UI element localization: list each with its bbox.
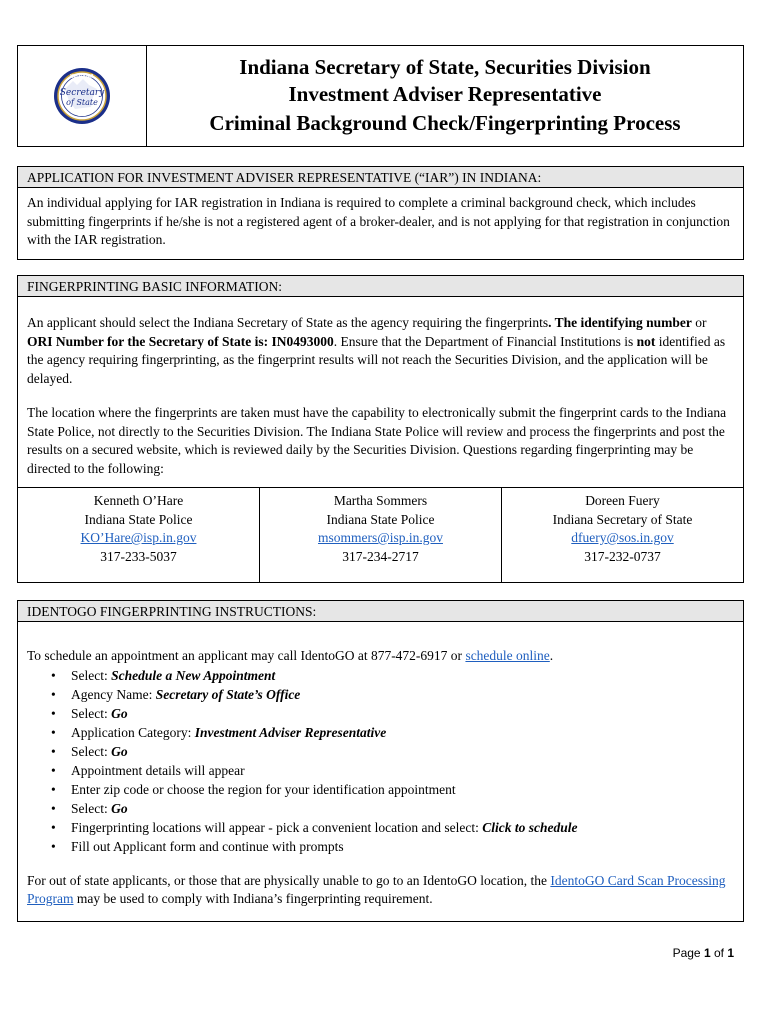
list-item: • Agency Name: Secretary of State’s Office: [71, 685, 734, 704]
text-run: To schedule an appointment an applicant may call IdentoGO at 877-472-6917 or: [27, 648, 466, 663]
contact-org: Indiana State Police: [326, 511, 435, 527]
seal-mid-text-2: of State: [66, 98, 98, 107]
section-heading: APPLICATION FOR INVESTMENT ADVISER REPRESENTATIVE (“IAR”) IN INDIANA:: [18, 167, 743, 188]
contact-org: Indiana State Police: [84, 511, 193, 527]
title-block: [147, 46, 743, 146]
contact-name: Martha Sommers: [333, 493, 428, 508]
list-item: • Appointment details will appear: [71, 761, 734, 780]
list-item: • Select: Schedule a New Appointment: [71, 666, 734, 685]
section-body: [18, 297, 743, 484]
text-run: may be used to comply with Indiana’s fingerprinting requirement.: [73, 891, 433, 906]
card-scan-program-link[interactable]: IdentoGO Card Scan Processing Program: [27, 872, 726, 906]
title-line-3: Criminal Background Check/Fingerprinting Process: [209, 111, 681, 135]
out-of-state-paragraph: [27, 856, 734, 909]
contact-phone: 317-234-2717: [342, 548, 419, 564]
contact-phone: 317-233-5037: [100, 548, 177, 564]
schedule-paragraph: [27, 628, 734, 666]
contact-email-link[interactable]: KO’Hare@isp.in.gov: [80, 530, 197, 545]
seal-mid-text-1: Secretary: [59, 88, 105, 98]
text-run: identified as the agency requiring fingerprinting, as the fingerprint results will not reach the Securities Division, and the application will be delayed.: [27, 333, 726, 386]
text-run: or: [691, 315, 707, 330]
title-line-1: Indiana Secretary of State, Securities Division: [239, 55, 651, 79]
list-item: • Fill out Applicant form and continue with prompts: [71, 837, 734, 856]
fingerprinting-basic-info-section: [17, 275, 744, 583]
text-run: An applicant should select the Indiana Secretary of State as the agency requiring the fingerprints: [27, 315, 549, 330]
contacts-table: [18, 487, 743, 583]
contact-email-link[interactable]: dfuery@sos.in.gov: [571, 530, 674, 545]
logo-cell: [18, 46, 147, 146]
location-paragraph: The location where the fingerprints are taken must have the capability to electronically submit the fingerprint cards to the Indiana State Police, not directly to the Securities Division. The Indiana State Police will review and process the fingerprints and post the results on a secured website, which is reviewed daily by the Securities Division. Questions regarding fingerprinting may be directed to the following:: [27, 405, 727, 476]
text-run-bold: not: [636, 333, 656, 349]
contact-name: Kenneth O’Hare: [93, 493, 184, 508]
text-run: . Ensure that the Department of Financial Institutions is: [333, 333, 637, 349]
list-item: • Application Category: Investment Adviser Representative: [71, 723, 734, 742]
section-body: [18, 622, 743, 915]
steps-list: [27, 666, 734, 856]
title-line-2: Investment Adviser Representative: [288, 82, 602, 106]
secretary-of-state-seal-icon: [53, 67, 111, 125]
list-item: • Select: Go: [71, 799, 734, 818]
document-header: [17, 45, 744, 147]
list-item: • Select: Go: [71, 704, 734, 723]
contact-email-link[interactable]: msommers@isp.in.gov: [318, 530, 443, 545]
iar-application-section: [17, 166, 744, 260]
section-body: An individual applying for IAR registration in Indiana is required to complete a criminal background check, which includes submitting fingerprints if he/she is not a registered agent of a broker-dealer, and is not applying for that registration in conjunction with the IAR registration.: [27, 195, 730, 247]
contact-phone: 317-232-0737: [584, 548, 661, 564]
contact-cell: [259, 488, 501, 583]
agency-selection-paragraph: [27, 303, 734, 388]
text-run: For out of state applicants, or those that are physically unable to go to an IdentoGO location, the: [27, 872, 551, 888]
contact-cell: [501, 488, 743, 583]
list-item: • Select: Go: [71, 742, 734, 761]
seal-top-text: INDIANA: [70, 74, 94, 80]
section-heading: FINGERPRINTING BASIC INFORMATION:: [18, 276, 743, 297]
identogo-instructions-section: [17, 600, 744, 922]
page-number: Page 1 of 1: [672, 946, 734, 960]
text-run: .: [549, 648, 554, 663]
text-run-bold: . The identifying number: [548, 315, 692, 330]
section-heading: IDENTOGO FINGERPRINTING INSTRUCTIONS:: [18, 601, 743, 622]
schedule-online-link[interactable]: schedule online: [465, 648, 550, 663]
contact-name: Doreen Fuery: [585, 493, 660, 508]
list-item: • Fingerprinting locations will appear - pick a convenient location and select: Click to schedule: [71, 818, 734, 837]
ori-number: ORI Number for the Secretary of State is: IN0493000: [27, 333, 334, 349]
contact-org: Indiana Secretary of State: [552, 511, 693, 527]
contact-cell: [18, 488, 259, 583]
list-item: • Enter zip code or choose the region for your identification appointment: [71, 780, 734, 799]
